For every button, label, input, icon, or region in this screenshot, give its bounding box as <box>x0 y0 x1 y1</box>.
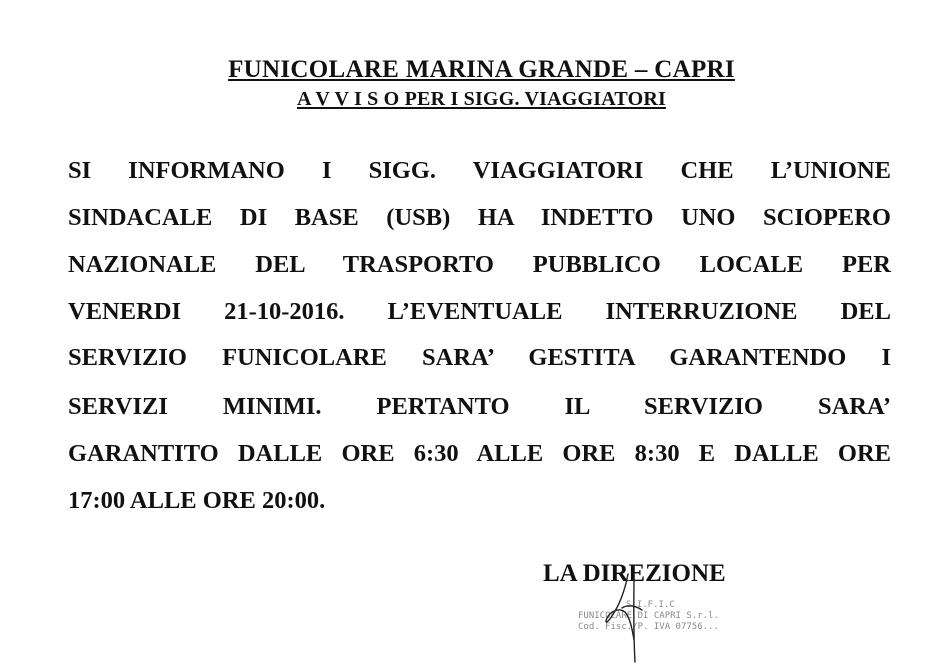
notice-line: VENERDI 21-10-2016. L’EVENTUALE INTERRUZIONE DEL <box>68 298 891 325</box>
direzione-label: LA DIREZIONE <box>543 560 726 587</box>
notice-line: SERVIZI MINIMI. PERTANTO IL SERVIZIO SARA’ <box>68 393 891 420</box>
notice-line: 17:00 ALLE ORE 20:00. <box>68 487 326 514</box>
handwritten-signature <box>598 570 648 664</box>
page-subtitle: A V V I S O PER I SIGG. VIAGGIATORI <box>297 88 666 110</box>
notice-line: NAZIONALE DEL TRASPORTO PUBBLICO LOCALE PER <box>68 251 891 278</box>
stamp-line: Cod. Fisc./P. IVA 07756... <box>578 622 719 632</box>
page-title: FUNICOLARE MARINA GRANDE – CAPRI <box>228 56 735 83</box>
notice-line: GARANTITO DALLE ORE 6:30 ALLE ORE 8:30 E DALLE ORE <box>68 440 891 467</box>
notice-line: SERVIZIO FUNICOLARE SARA’ GESTITA GARANTENDO I <box>68 344 891 371</box>
stamp-line: FUNICOLARE DI CAPRI S.r.l. <box>578 611 719 621</box>
stamp-line: S.I.F.I.C <box>626 600 675 610</box>
notice-line: SINDACALE DI BASE (USB) HA INDETTO UNO SCIOPERO <box>68 204 891 231</box>
notice-line: SI INFORMANO I SIGG. VIAGGIATORI CHE L’UNIONE <box>68 157 891 184</box>
signature-block <box>540 560 800 664</box>
